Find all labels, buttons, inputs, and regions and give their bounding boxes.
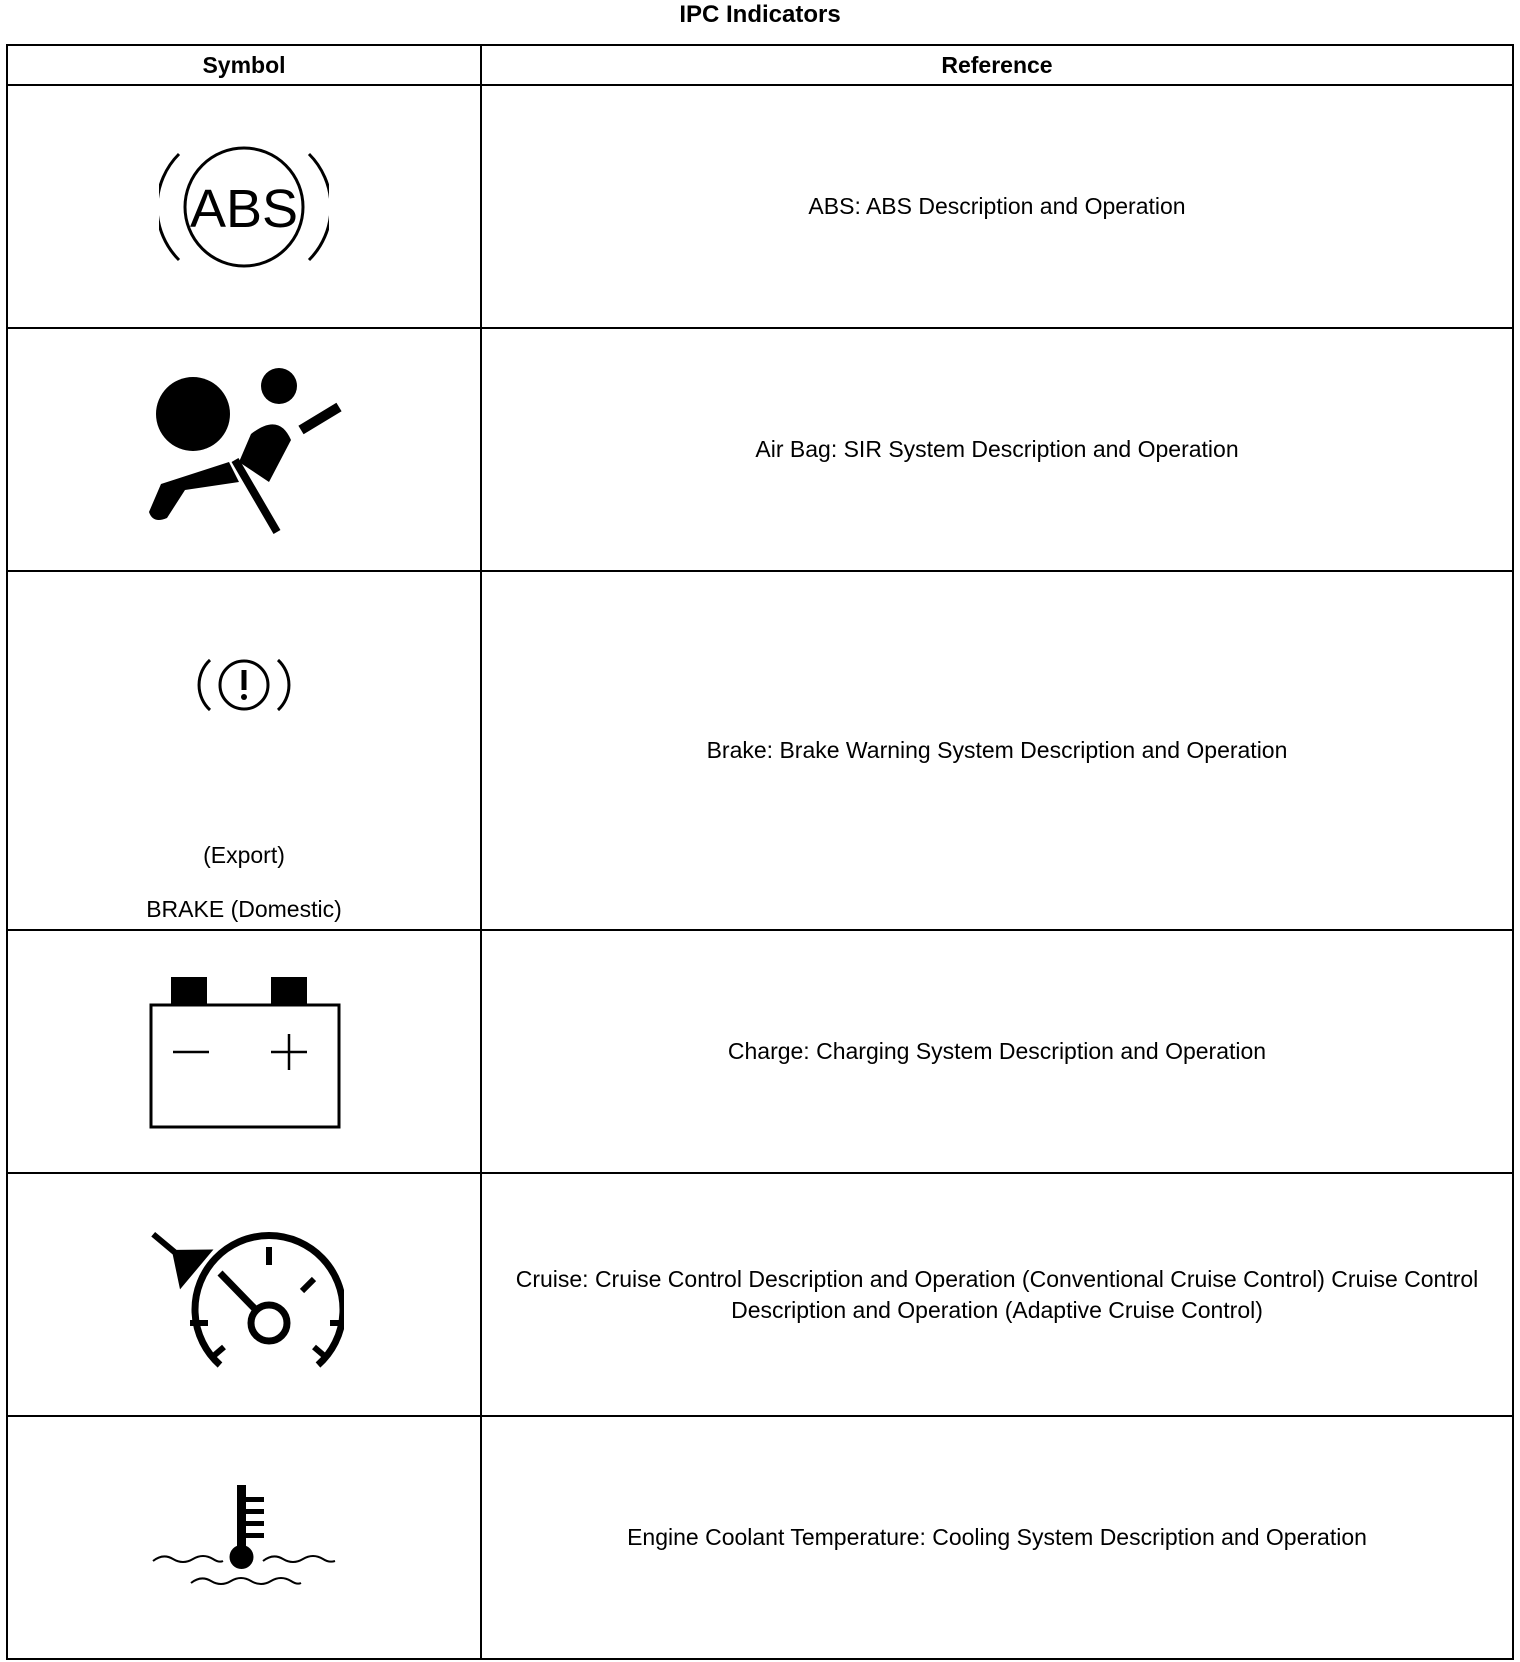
symbol-cell bbox=[7, 930, 481, 1173]
airbag-icon bbox=[139, 362, 349, 537]
cruise-control-icon bbox=[144, 1213, 344, 1377]
symbol-cell bbox=[7, 1173, 481, 1416]
symbol-cell bbox=[7, 1416, 481, 1659]
reference-cell: Brake: Brake Warning System Description and Operation bbox=[481, 571, 1513, 930]
symbol-cell bbox=[7, 328, 481, 571]
coolant-temperature-icon bbox=[151, 1483, 337, 1593]
brake-warning-icon bbox=[196, 654, 292, 716]
brake-caption-export: (Export) bbox=[203, 841, 285, 868]
table-row bbox=[7, 930, 1513, 1173]
symbol-cell bbox=[7, 571, 481, 930]
abs-icon-label: ABS bbox=[189, 178, 299, 239]
reference-cell: Engine Coolant Temperature: Cooling System Description and Operation bbox=[481, 1416, 1513, 1659]
table-header-row bbox=[7, 45, 1513, 85]
header-reference: Reference bbox=[481, 45, 1513, 85]
table-row bbox=[7, 1416, 1513, 1659]
brake-caption-domestic: BRAKE (Domestic) bbox=[146, 895, 342, 922]
reference-cell: Air Bag: SIR System Description and Operation bbox=[481, 328, 1513, 571]
header-symbol: Symbol bbox=[7, 45, 481, 85]
page-title: IPC Indicators bbox=[679, 1, 841, 28]
brake-symbol-group bbox=[8, 574, 480, 928]
battery-icon bbox=[147, 975, 341, 1129]
reference-cell: ABS: ABS Description and Operation bbox=[481, 85, 1513, 328]
reference-cell: Cruise: Cruise Control Description and Operation (Conventional Cruise Control) Cruise Control Description and Operation (Adaptive Cruise Control) bbox=[481, 1173, 1513, 1416]
table-row bbox=[7, 1173, 1513, 1416]
table-row bbox=[7, 571, 1513, 930]
table-row bbox=[7, 328, 1513, 571]
abs-icon bbox=[159, 142, 329, 272]
ipc-indicators-table bbox=[6, 44, 1514, 1660]
symbol-cell bbox=[7, 85, 481, 328]
table-row bbox=[7, 85, 1513, 328]
reference-cell: Charge: Charging System Description and Operation bbox=[481, 930, 1513, 1173]
